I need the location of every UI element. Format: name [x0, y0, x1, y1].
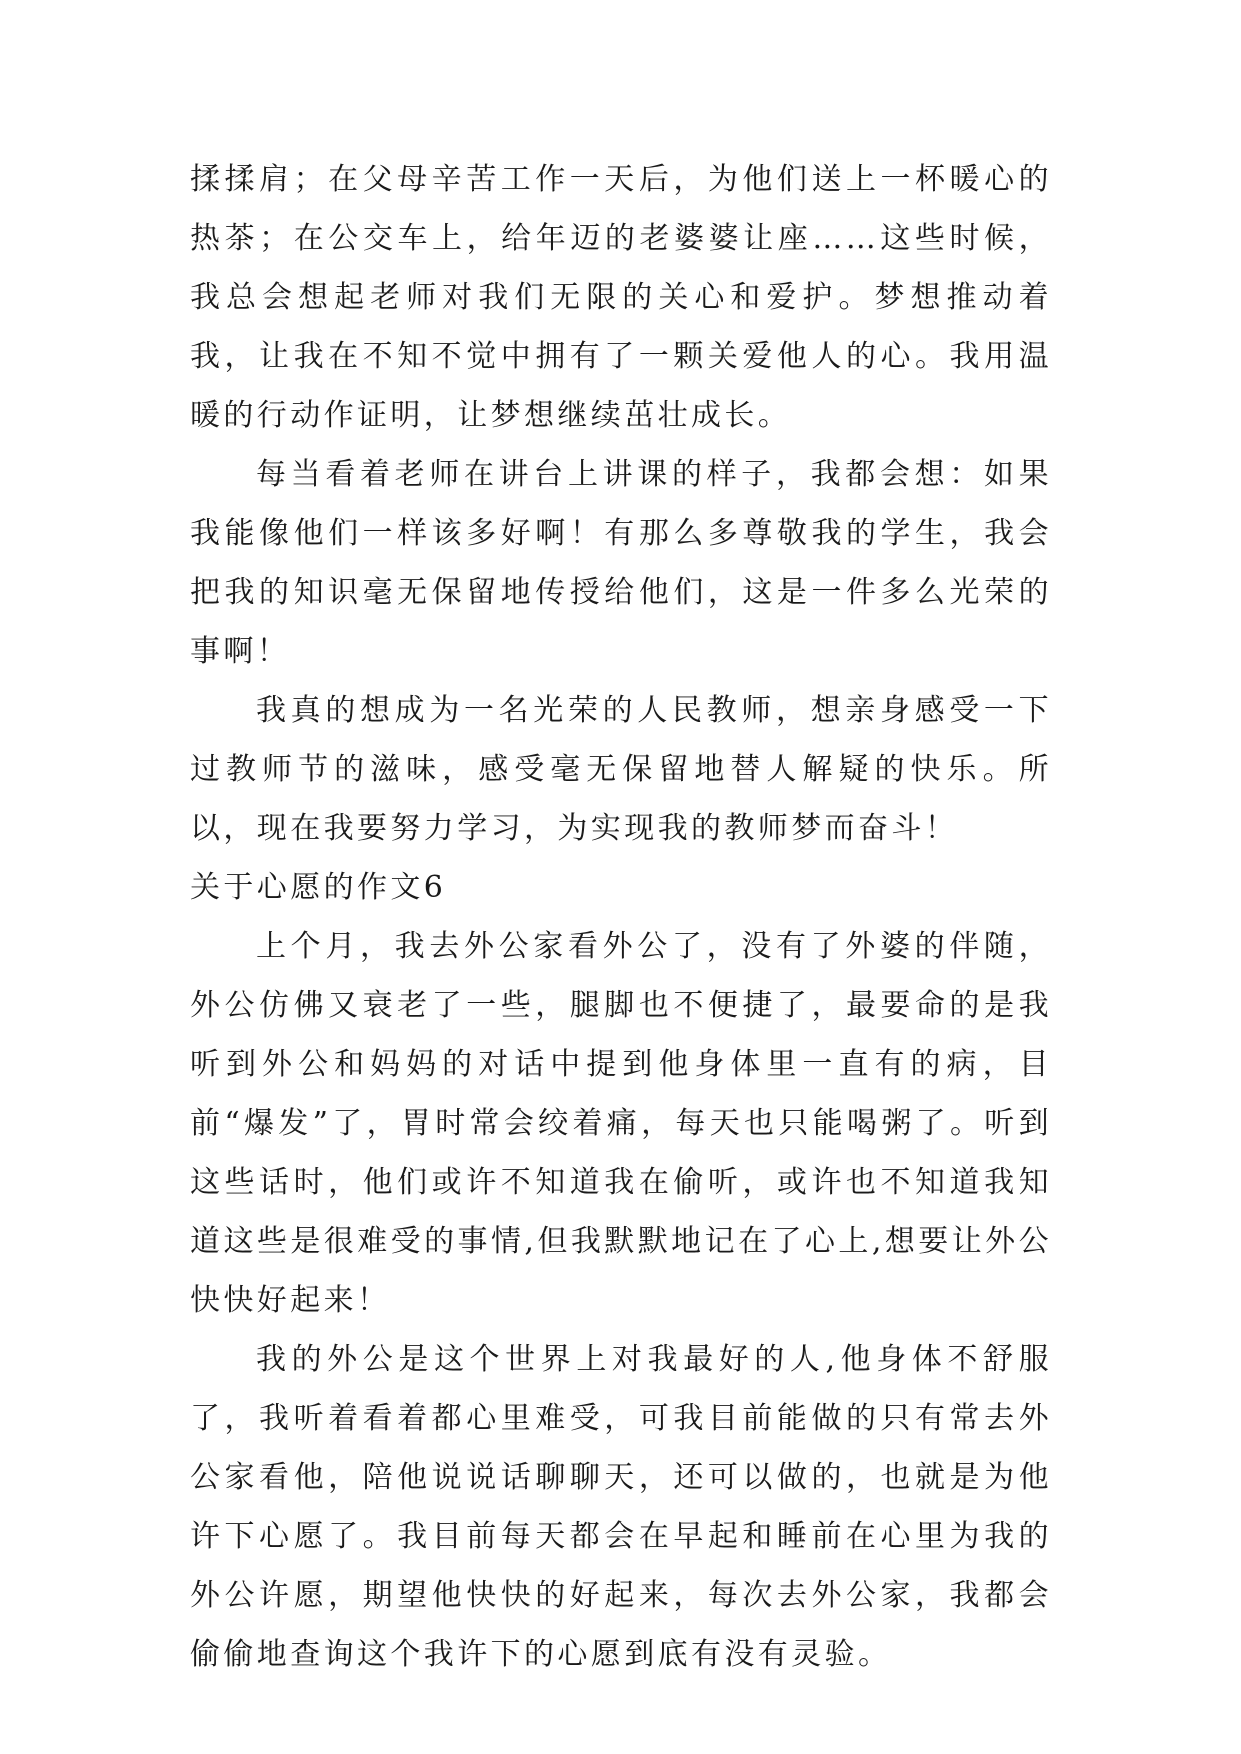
- document-body: [190, 150, 1052, 1684]
- paragraph-1: 揉揉肩；在父母辛苦工作一天后，为他们送上一杯暖心的热茶；在公交车上，给年迈的老婆婆让座……这些时候，我总会想起老师对我们无限的关心和爱护。梦想推动着我，让我在不知不觉中拥有了一颗关爱他人的心。我用温暖的行动作证明，让梦想继续茁壮成长。: [190, 162, 1052, 433]
- paragraph-5: 我的外公是这个世界上对我最好的人,他身体不舒服了，我听着看着都心里难受，可我目前能做的只有常去外公家看他，陪他说说话聊聊天，还可以做的，也就是为他许下心愿了。我目前每天都会在早起和睡前在心里为我的外公许愿，期望他快快的好起来，每次去外公家，我都会偷偷地查询这个我许下的心愿到底有没有灵验。: [190, 1342, 1052, 1672]
- paragraph-3: 我真的想成为一名光荣的人民教师，想亲身感受一下过教师节的滋味，感受毫无保留地替人解疑的快乐。所以，现在我要努力学习，为实现我的教师梦而奋斗！: [190, 693, 1052, 846]
- section-heading: 关于心愿的作文6: [190, 870, 447, 905]
- paragraph-4: 上个月，我去外公家看外公了，没有了外婆的伴随，外公仿佛又衰老了一些，腿脚也不便捷了，最要命的是我听到外公和妈妈的对话中提到他身体里一直有的病，目前“爆发”了，胃时常会绞着痛，每天也只能喝粥了。听到这些话时，他们或许不知道我在偷听，或许也不知道我知道这些是很难受的事情,但我默默地记在了心上,想要让外公快快好起来！: [190, 929, 1052, 1318]
- paragraph-2: 每当看着老师在讲台上讲课的样子，我都会想：如果我能像他们一样该多好啊！有那么多尊敬我的学生，我会把我的知识毫无保留地传授给他们，这是一件多么光荣的事啊！: [190, 457, 1052, 669]
